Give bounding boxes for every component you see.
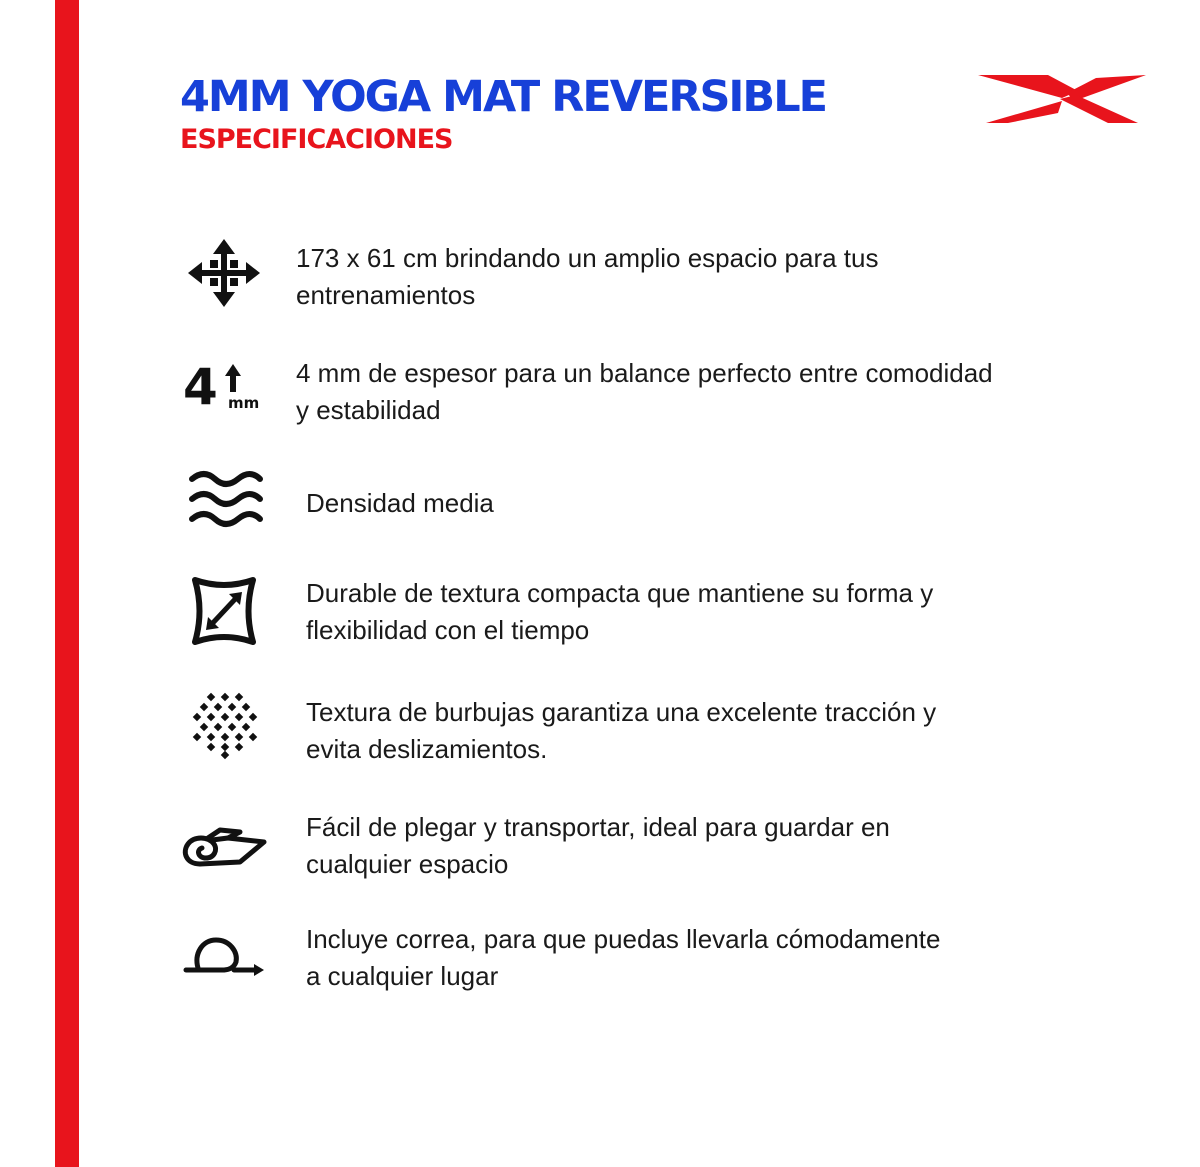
feature-strap-line-1: Incluye correa, para que puedas llevarla cómodamente	[306, 924, 941, 954]
page-subtitle: ESPECIFICACIONES	[180, 124, 453, 155]
feature-texture-line-2: evita deslizamientos.	[306, 734, 548, 764]
feature-density-line-1: Densidad media	[306, 488, 494, 518]
feature-dimensions-line-2: entrenamientos	[296, 280, 476, 310]
feature-thickness-line-2: y estabilidad	[296, 395, 441, 425]
stretch-square-icon	[180, 574, 270, 648]
thickness-unit: mm	[228, 394, 260, 412]
page-title: 4MM YOGA MAT REVERSIBLE	[180, 72, 826, 122]
feature-dimensions-line-1: 173 x 61 cm brindando un amplio espacio para tus	[296, 243, 879, 273]
feature-strap-line-2: a cualquier lugar	[306, 961, 499, 991]
thickness-4mm-icon	[180, 352, 270, 426]
strap-loop-icon	[180, 924, 270, 998]
feature-thickness-line-1: 4 mm de espesor para un balance perfecto entre comodidad	[296, 358, 993, 388]
bubble-texture-icon	[180, 688, 270, 762]
reebok-vector-logo	[978, 73, 1146, 125]
thickness-number: 4	[183, 358, 218, 416]
feature-portability-line-2: cualquier espacio	[306, 849, 509, 879]
feature-durability-line-2: flexibilidad con el tiempo	[306, 615, 590, 645]
rolled-mat-icon	[178, 812, 268, 886]
feature-portability-line-1: Fácil de plegar y transportar, ideal para guardar en	[306, 812, 890, 842]
left-accent-bar	[55, 0, 79, 1167]
feature-durability-line-1: Durable de textura compacta que mantiene su forma y	[306, 578, 934, 608]
feature-texture-line-1: Textura de burbujas garantiza una excelente tracción y	[306, 697, 937, 727]
waves-icon	[180, 463, 270, 537]
move-arrows-icon	[180, 236, 270, 310]
